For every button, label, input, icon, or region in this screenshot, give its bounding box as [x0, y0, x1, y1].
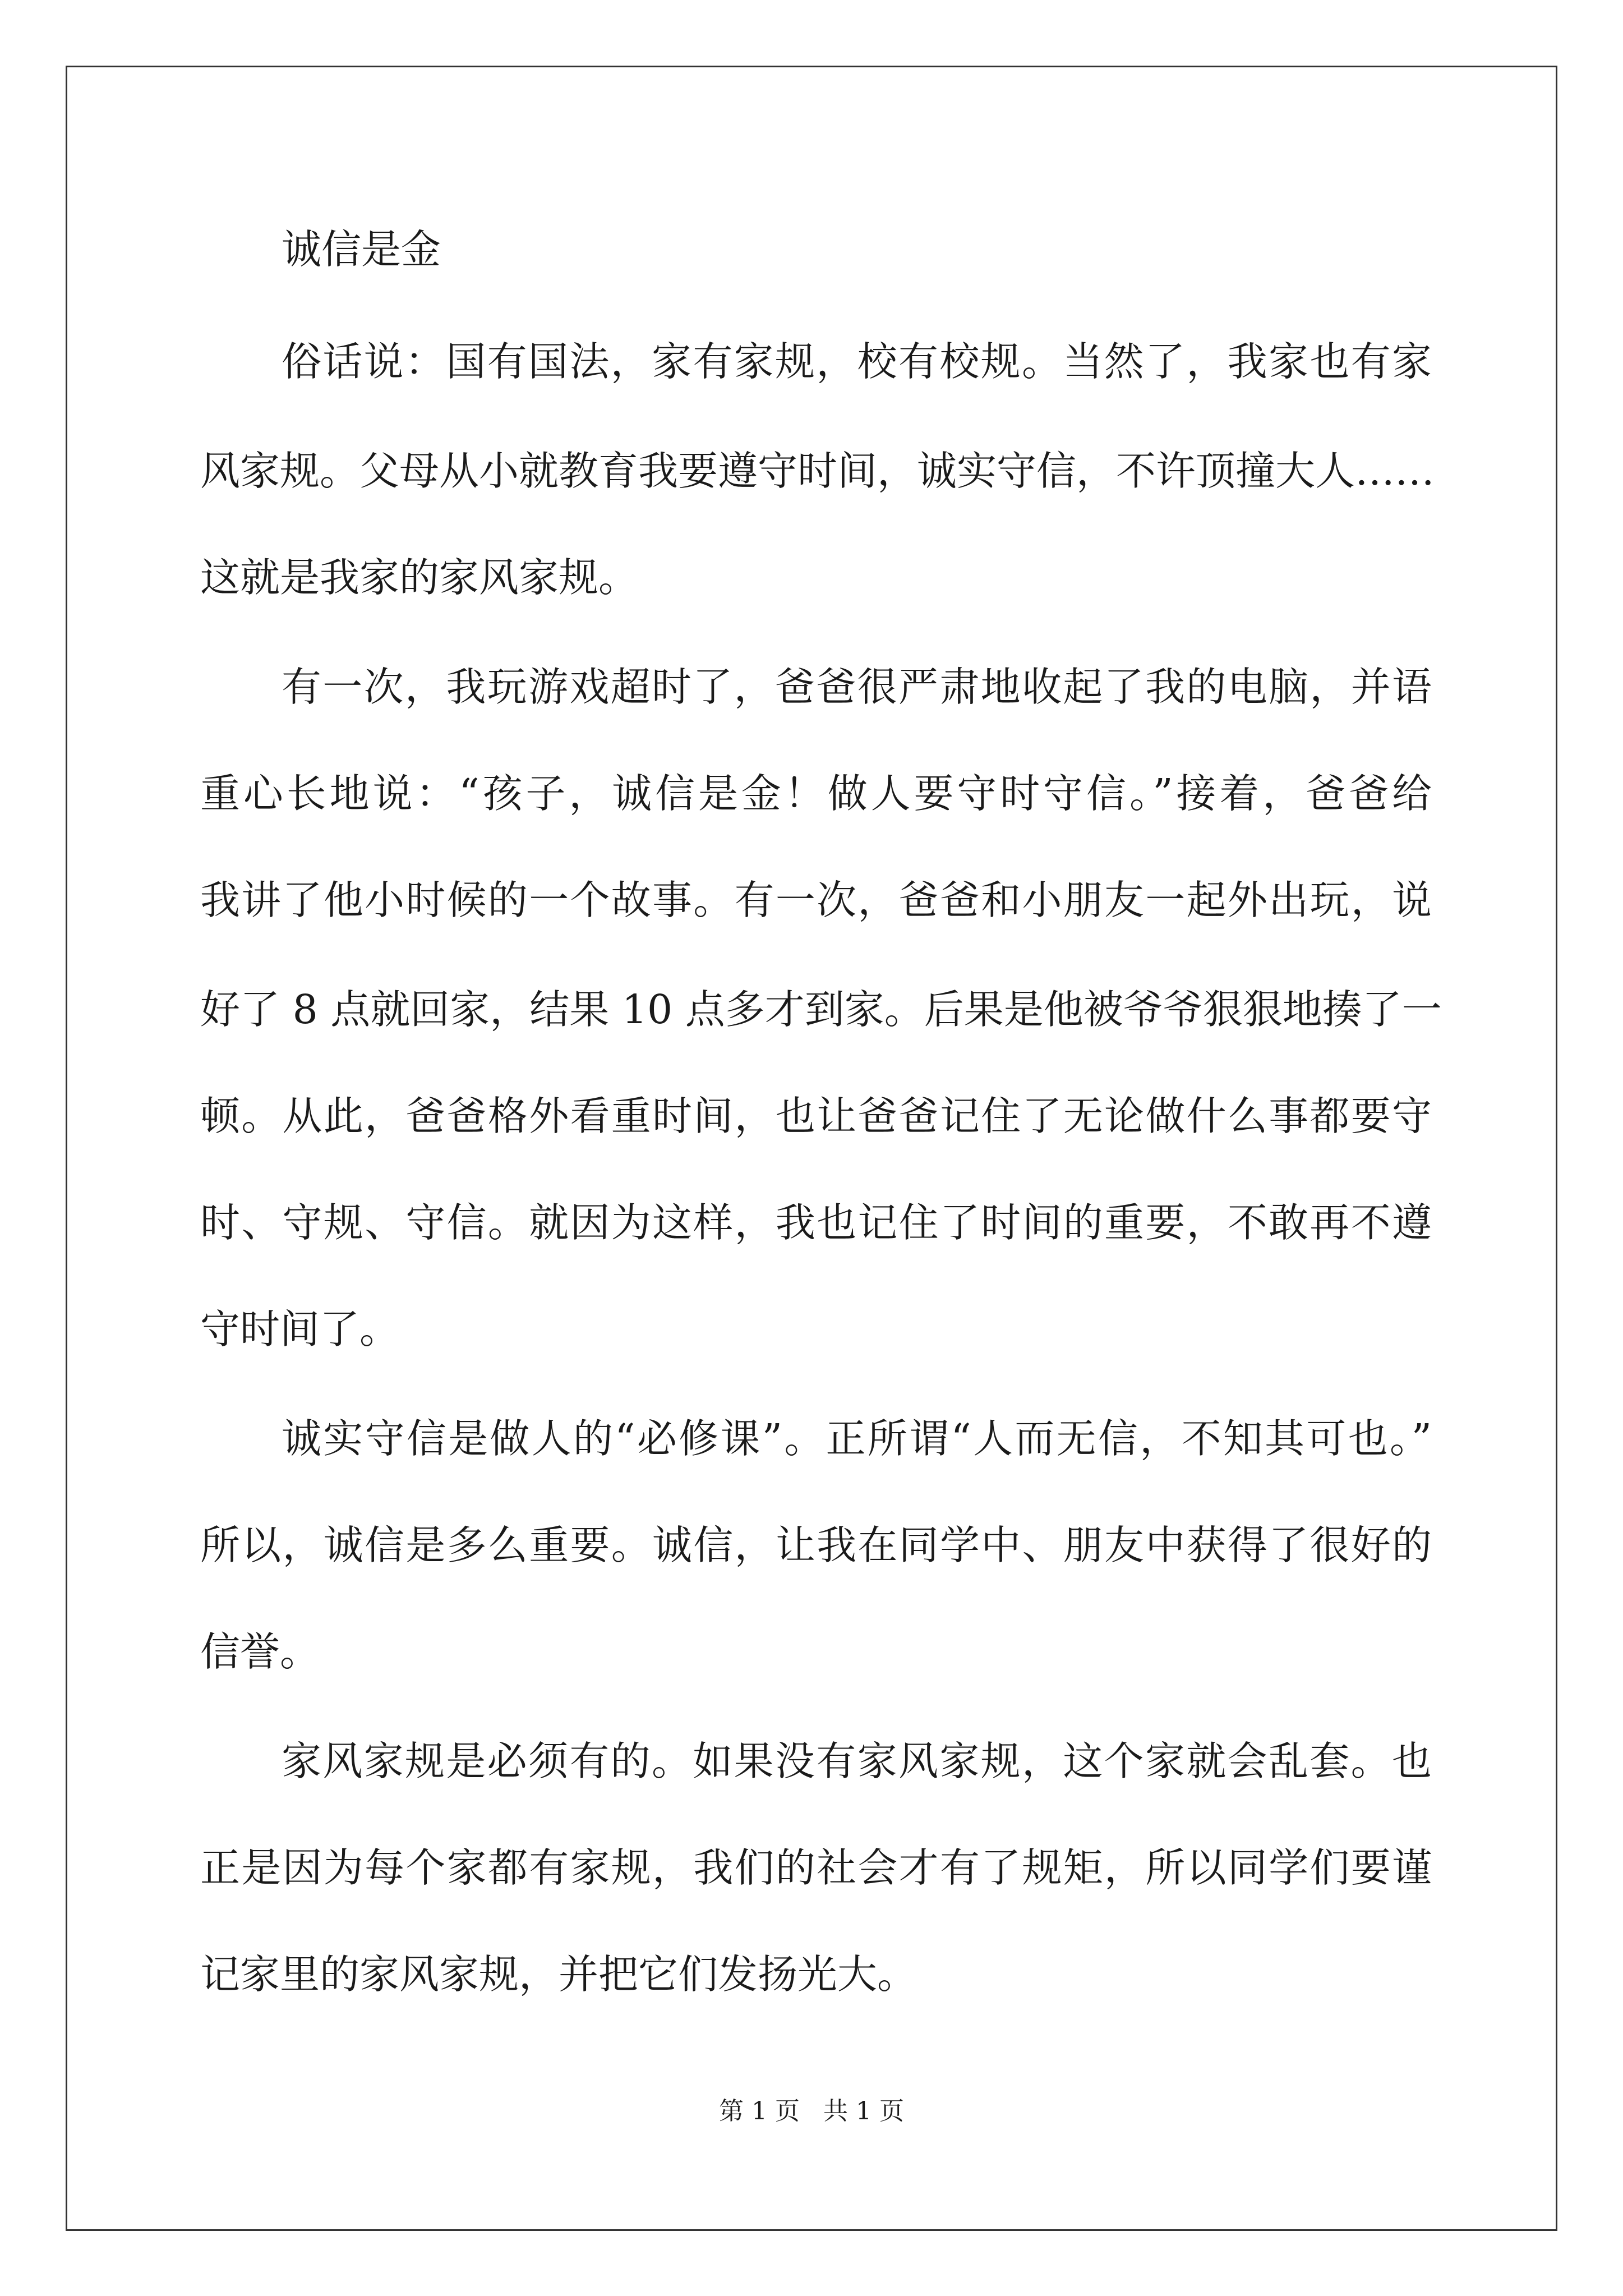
document-title: 诚信是金: [282, 226, 441, 273]
paragraph-3-line-2: 所以，诚信是多么重要。诚信，让我在同学中、朋友中获得了很好的: [200, 1522, 1432, 1568]
paragraph-4-line-2: 正是因为每个家都有家规，我们的社会才有了规矩，所以同学们要谨: [200, 1844, 1432, 1891]
paragraph-2-line-6: 时、守规、守信。就因为这样，我也记住了时间的重要，不敢再不遵: [200, 1199, 1432, 1246]
page-footer: 第 1 页 共 1 页: [719, 2097, 904, 2125]
page-border: [66, 66, 1557, 2231]
paragraph-2-line-5: 顿。从此，爸爸格外看重时间，也让爸爸记住了无论做什么事都要守: [200, 1093, 1432, 1139]
paragraph-2-line-1: 有一次，我玩游戏超时了，爸爸很严肃地收起了我的电脑，并语: [282, 664, 1432, 710]
paragraph-2-line-3: 我讲了他小时候的一个故事。有一次，爸爸和小朋友一起外出玩，说: [200, 877, 1432, 923]
paragraph-1-line-3: 这就是我家的家风家规。: [200, 554, 639, 601]
paragraph-4-line-1: 家风家规是必须有的。如果没有家风家规，这个家就会乱套。也: [282, 1738, 1432, 1784]
paragraph-1-line-1: 俗话说：国有国法，家有家规，校有校规。当然了，我家也有家: [282, 338, 1432, 385]
paragraph-2-line-4: 好了 8 点就回家，结果 10 点多才到家。后果是他被爷爷狠狠地揍了一: [200, 986, 1442, 1033]
paragraph-2-line-7: 守时间了。: [200, 1306, 400, 1352]
paragraph-3-line-3: 信誉。: [200, 1628, 320, 1675]
paragraph-4-line-3: 记家里的家风家规，并把它们发扬光大。: [200, 1951, 917, 1998]
paragraph-3-line-1: 诚实守信是做人的“必修课”。正所谓“人而无信，不知其可也。”: [282, 1415, 1432, 1462]
paragraph-2-line-2: 重心长地说：“孩子，诚信是金！做人要守时守信。”接着，爸爸给: [200, 770, 1432, 817]
paragraph-1-line-2: 风家规。父母从小就教育我要遵守时间，诚实守信，不许顶撞大人……: [200, 448, 1435, 494]
